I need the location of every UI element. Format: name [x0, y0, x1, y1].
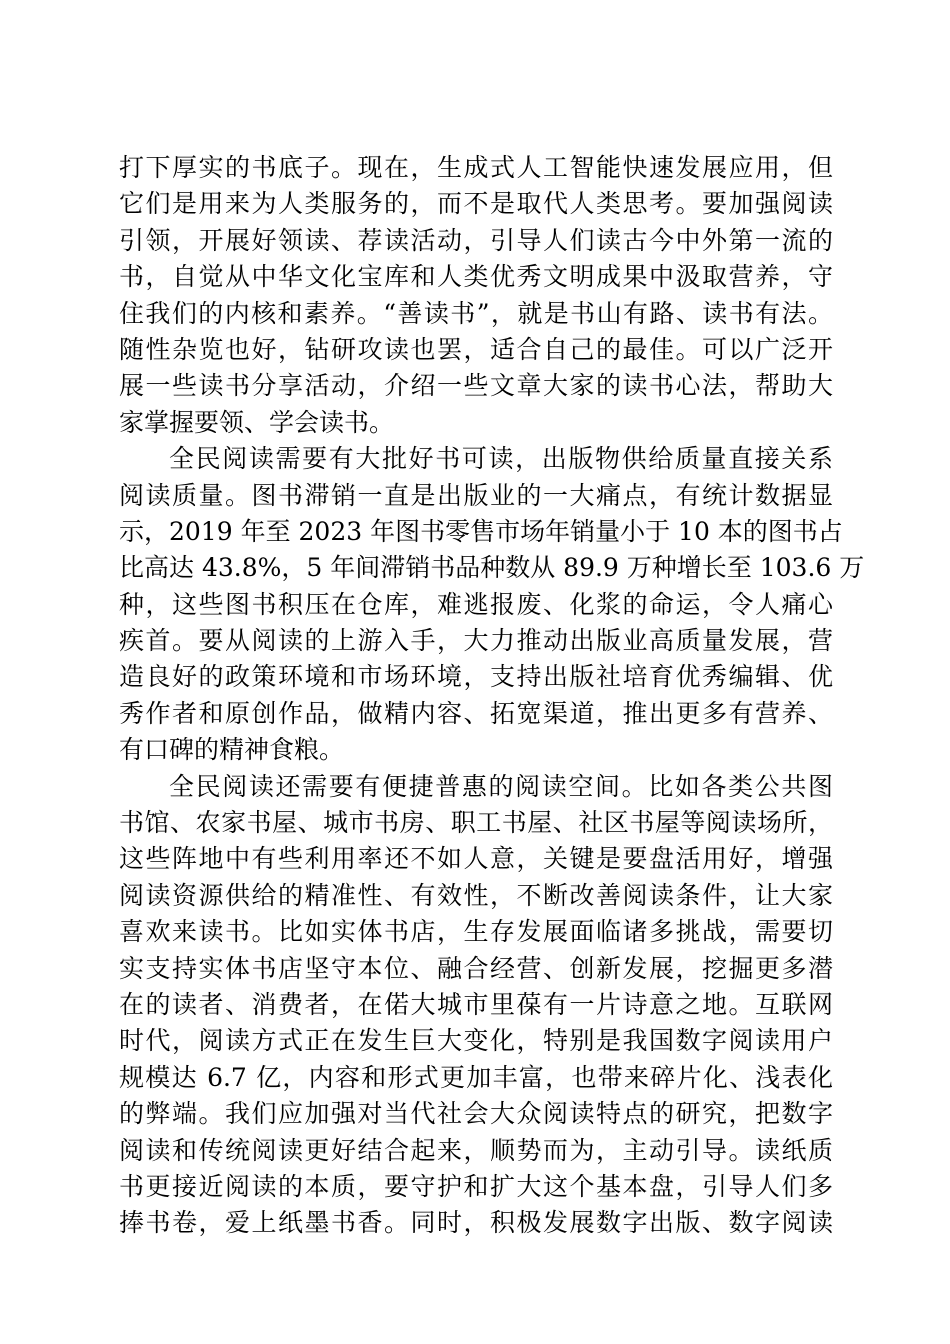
text-line: 随性杂览也好，钻研攻读也罢，适合自己的最佳。可以广泛开 — [119, 334, 833, 364]
text-line: 阅读资源供给的精准性、有效性，不断改善阅读条件，让大家 — [119, 880, 833, 910]
text-line: 引领，开展好领读、荐读活动，引导人们读古今中外第一流的 — [119, 225, 833, 255]
text-line: 全民阅读需要有大批好书可读，出版物供给质量直接关系 — [169, 444, 833, 474]
text-line: 阅读质量。图书滞销一直是出版业的一大痛点，有统计数据显 — [119, 480, 833, 510]
paragraph-3 — [119, 769, 833, 1242]
text-line: 种，这些图书积压在仓库，难逃报废、化浆的命运，令人痛心 — [119, 589, 833, 619]
paragraph-2 — [119, 441, 865, 769]
text-line: 在的读者、消费者，在偌大城市里葆有一片诗意之地。互联网 — [119, 989, 833, 1019]
text-line: 这些阵地中有些利用率还不如人意，关键是要盘活用好，增强 — [119, 844, 833, 874]
text-line: 喜欢来读书。比如实体书店，生存发展面临诸多挑战，需要切 — [119, 917, 833, 947]
text-line: 家掌握要领、学会读书。 — [119, 407, 395, 437]
text-line: 秀作者和原创作品，做精内容、拓宽渠道，推出更多有营养、 — [119, 698, 833, 728]
text-line: 造良好的政策环境和市场环境，支持出版社培育优秀编辑、优 — [119, 662, 833, 692]
text-line: 书更接近阅读的本质，要守护和扩大这个基本盘，引导人们多 — [119, 1171, 833, 1201]
paragraph-1 — [119, 150, 833, 441]
text-line: 实支持实体书店坚守本位、融合经营、创新发展，挖掘更多潜 — [119, 953, 833, 983]
text-line: 阅读和传统阅读更好结合起来，顺势而为，主动引导。读纸质 — [119, 1135, 833, 1165]
text-line: 时代，阅读方式正在发生巨大变化，特别是我国数字阅读用户 — [119, 1026, 833, 1056]
text-line: 疾首。要从阅读的上游入手，大力推动出版业高质量发展，营 — [119, 626, 833, 656]
text-line: 的弊端。我们应加强对当代社会大众阅读特点的研究，把数字 — [119, 1099, 833, 1129]
text-line: 它们是用来为人类服务的，而不是取代人类思考。要加强阅读 — [119, 189, 833, 219]
text-line: 展一些读书分享活动，介绍一些文章大家的读书心法，帮助大 — [119, 371, 833, 401]
text-line: 书，自觉从中华文化宝库和人类优秀文明成果中汲取营养，守 — [119, 262, 833, 292]
text-line: 有口碑的精神食粮。 — [119, 735, 345, 765]
text-line: 住我们的内核和素养。“善读书”，就是书山有路、读书有法。 — [119, 298, 833, 328]
text-line: 示，2019 年至 2023 年图书零售市场年销量小于 10 本的图书占 — [119, 516, 843, 546]
text-line: 规模达 6.7 亿，内容和形式更加丰富，也带来碎片化、浅表化 — [119, 1062, 833, 1092]
text-line: 捧书卷，爱上纸墨书香。同时，积极发展数字出版、数字阅读 — [119, 1208, 833, 1238]
article-body — [119, 150, 865, 1242]
text-line: 书馆、农家书屋、城市书房、职工书屋、社区书屋等阅读场所， — [119, 808, 833, 838]
text-line: 比高达 43.8%，5 年间滞销书品种数从 89.9 万种增长至 103.6 万 — [119, 553, 865, 583]
text-line: 全民阅读还需要有便捷普惠的阅读空间。比如各类公共图 — [169, 771, 833, 801]
text-line: 打下厚实的书底子。现在，生成式人工智能快速发展应用，但 — [119, 153, 833, 182]
